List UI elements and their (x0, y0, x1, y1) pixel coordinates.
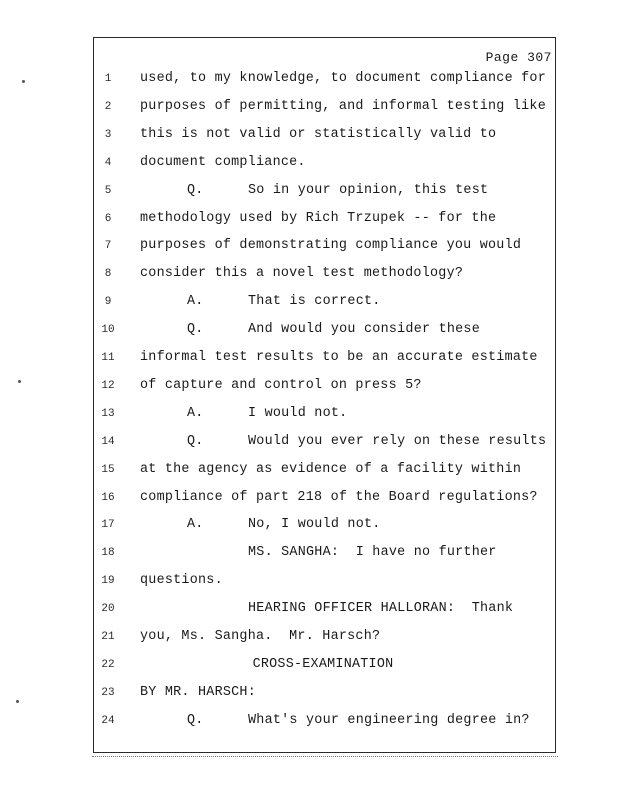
line-text: purposes of demonstrating compliance you would (140, 238, 522, 254)
line-number: 4 (104, 156, 112, 169)
transcript-line (0, 629, 618, 649)
line-number: 9 (104, 296, 112, 309)
line-number: 17 (101, 519, 115, 532)
line-number: 6 (104, 212, 112, 225)
line-text: this is not valid or statistically valid to (140, 126, 497, 142)
line-text: informal test results to be an accurate estimate (140, 350, 538, 365)
line-text: used, to my knowledge, to document compliance for (140, 71, 546, 86)
line-number: 7 (104, 240, 112, 253)
line-text: consider this a novel test methodology? (140, 266, 464, 282)
line-text: BY MR. HARSCH: (140, 684, 256, 700)
line-text: compliance of part 218 of the Board regulations? (140, 489, 538, 505)
transcript-line (0, 462, 618, 482)
line-number: 10 (101, 324, 115, 337)
line-text: methodology used by Rich Trzupek -- for the (140, 210, 497, 226)
line-number: 12 (101, 379, 115, 392)
transcript-line (0, 350, 618, 370)
speaker-label: Q. (187, 182, 204, 198)
scan-speck (22, 80, 25, 83)
line-text: HEARING OFFICER HALLORAN: Thank (248, 601, 514, 617)
bottom-rule (92, 756, 558, 757)
speaker-label: Q. (187, 712, 204, 728)
scan-speck (18, 380, 21, 383)
line-text: What's your engineering degree in? (248, 712, 530, 728)
line-text: Would you ever rely on these results (248, 433, 547, 449)
line-number: 8 (104, 268, 112, 281)
line-number: 15 (101, 463, 115, 476)
line-text: MS. SANGHA: I have no further (248, 545, 497, 561)
line-number: 13 (101, 407, 115, 420)
speaker-label: A. (187, 294, 204, 310)
transcript-line (0, 266, 618, 286)
line-text: And would you consider these (248, 322, 480, 338)
line-number: 1 (104, 73, 112, 85)
line-number: 16 (101, 491, 115, 504)
line-number: 2 (104, 100, 112, 113)
line-number: 23 (101, 686, 115, 699)
speaker-label: Q. (187, 433, 204, 449)
transcript-line (0, 127, 618, 147)
speaker-label: A. (187, 517, 204, 533)
transcript-line (0, 294, 618, 314)
transcript-line (0, 657, 618, 677)
line-number: 5 (104, 184, 112, 197)
transcript-line (0, 183, 618, 203)
section-heading: CROSS-EXAMINATION (252, 656, 394, 672)
line-text: of capture and control on press 5? (140, 377, 422, 393)
scan-speck (16, 700, 19, 703)
transcript-line (0, 517, 618, 537)
line-text: That is correct. (248, 294, 381, 310)
line-text: So in your opinion, this test (248, 182, 489, 198)
line-text: I would not. (248, 405, 348, 421)
transcript-line (0, 573, 618, 593)
transcript-line (0, 601, 618, 621)
transcript-line (0, 378, 618, 398)
line-number: 19 (101, 575, 115, 588)
line-text: document compliance. (140, 154, 306, 170)
transcript-line (0, 545, 618, 565)
line-number: 21 (101, 631, 115, 643)
line-number: 14 (101, 435, 115, 448)
speaker-label: Q. (187, 322, 204, 338)
line-number: 24 (101, 714, 115, 727)
transcript-line (0, 238, 618, 258)
line-text: you, Ms. Sangha. Mr. Harsch? (140, 629, 381, 644)
transcript-line (0, 155, 618, 175)
line-number: 20 (101, 603, 115, 616)
line-number: 22 (101, 658, 115, 671)
transcript-line (0, 211, 618, 231)
line-text: at the agency as evidence of a facility within (140, 461, 522, 477)
transcript-line (0, 99, 618, 119)
transcript-line (0, 490, 618, 510)
transcript-line (0, 685, 618, 705)
transcript-line (0, 71, 618, 91)
line-number: 18 (101, 547, 115, 560)
transcript-line (0, 434, 618, 454)
line-text: No, I would not. (248, 517, 381, 533)
line-number: 3 (104, 128, 112, 141)
transcript-line (0, 406, 618, 426)
transcript-line (0, 713, 618, 733)
transcript-line (0, 322, 618, 342)
line-text: purposes of permitting, and informal testing like (140, 98, 546, 114)
speaker-label: A. (187, 405, 204, 421)
line-text: questions. (140, 573, 223, 589)
page-number: Page 307 (485, 50, 552, 65)
line-number: 11 (101, 352, 115, 364)
